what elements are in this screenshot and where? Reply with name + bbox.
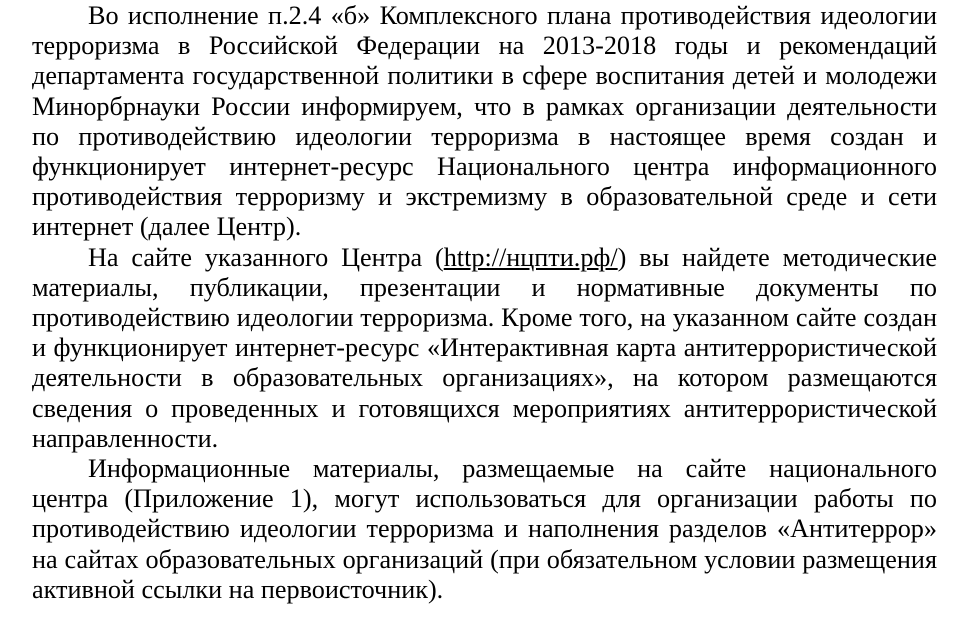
paragraph-3 bbox=[32, 454, 937, 605]
paragraph-1-text: Во исполнение п.2.4 «б» Комплексного плана противодействия идеологии терроризма в Российской Федерации на 2013-2018 годы и рекомендаций департамента государственной политики в сфере воспитания детей и молодежи Минорбрнауки России информируем, что в рамках организации деятельности по противодействию идеологии терроризма в настоящее время создан и функционирует интернет-ресурс Национального центра информационного противодействия терроризму и экстремизму в образовательной среде и сети интернет (далее Центр). bbox=[32, 1, 937, 242]
paragraph-2-text-after-link: ) вы найдете методические материалы, публикации, презентации и нормативные документы по противодействию идеологии терроризма. Кроме того, на указанном сайте создан и функционирует интернет-ресурс «Интерактивная карта антитеррористической деятельности в образовательных организациях», на котором размещаются сведения о проведенных и готовящихся мероприятиях антитеррористической направленности. bbox=[32, 242, 937, 453]
paragraph-2 bbox=[32, 243, 937, 454]
paragraph-1 bbox=[32, 1, 937, 243]
paragraph-3-text: Информационные материалы, размещаемые на сайте национального центра (Приложение 1), могут использоваться для организации работы по противодействию идеологии терроризма и наполнения разделов «Антитеррор» на сайтах образовательных организаций (при обязательном условии размещения активной ссылки на первоисточник). bbox=[32, 454, 937, 604]
document-body bbox=[32, 1, 937, 605]
paragraph-2-text-before-link: На сайте указанного Центра ( bbox=[88, 242, 444, 272]
nctpti-site-link[interactable]: http://нцпти.рф/ bbox=[443, 242, 618, 272]
